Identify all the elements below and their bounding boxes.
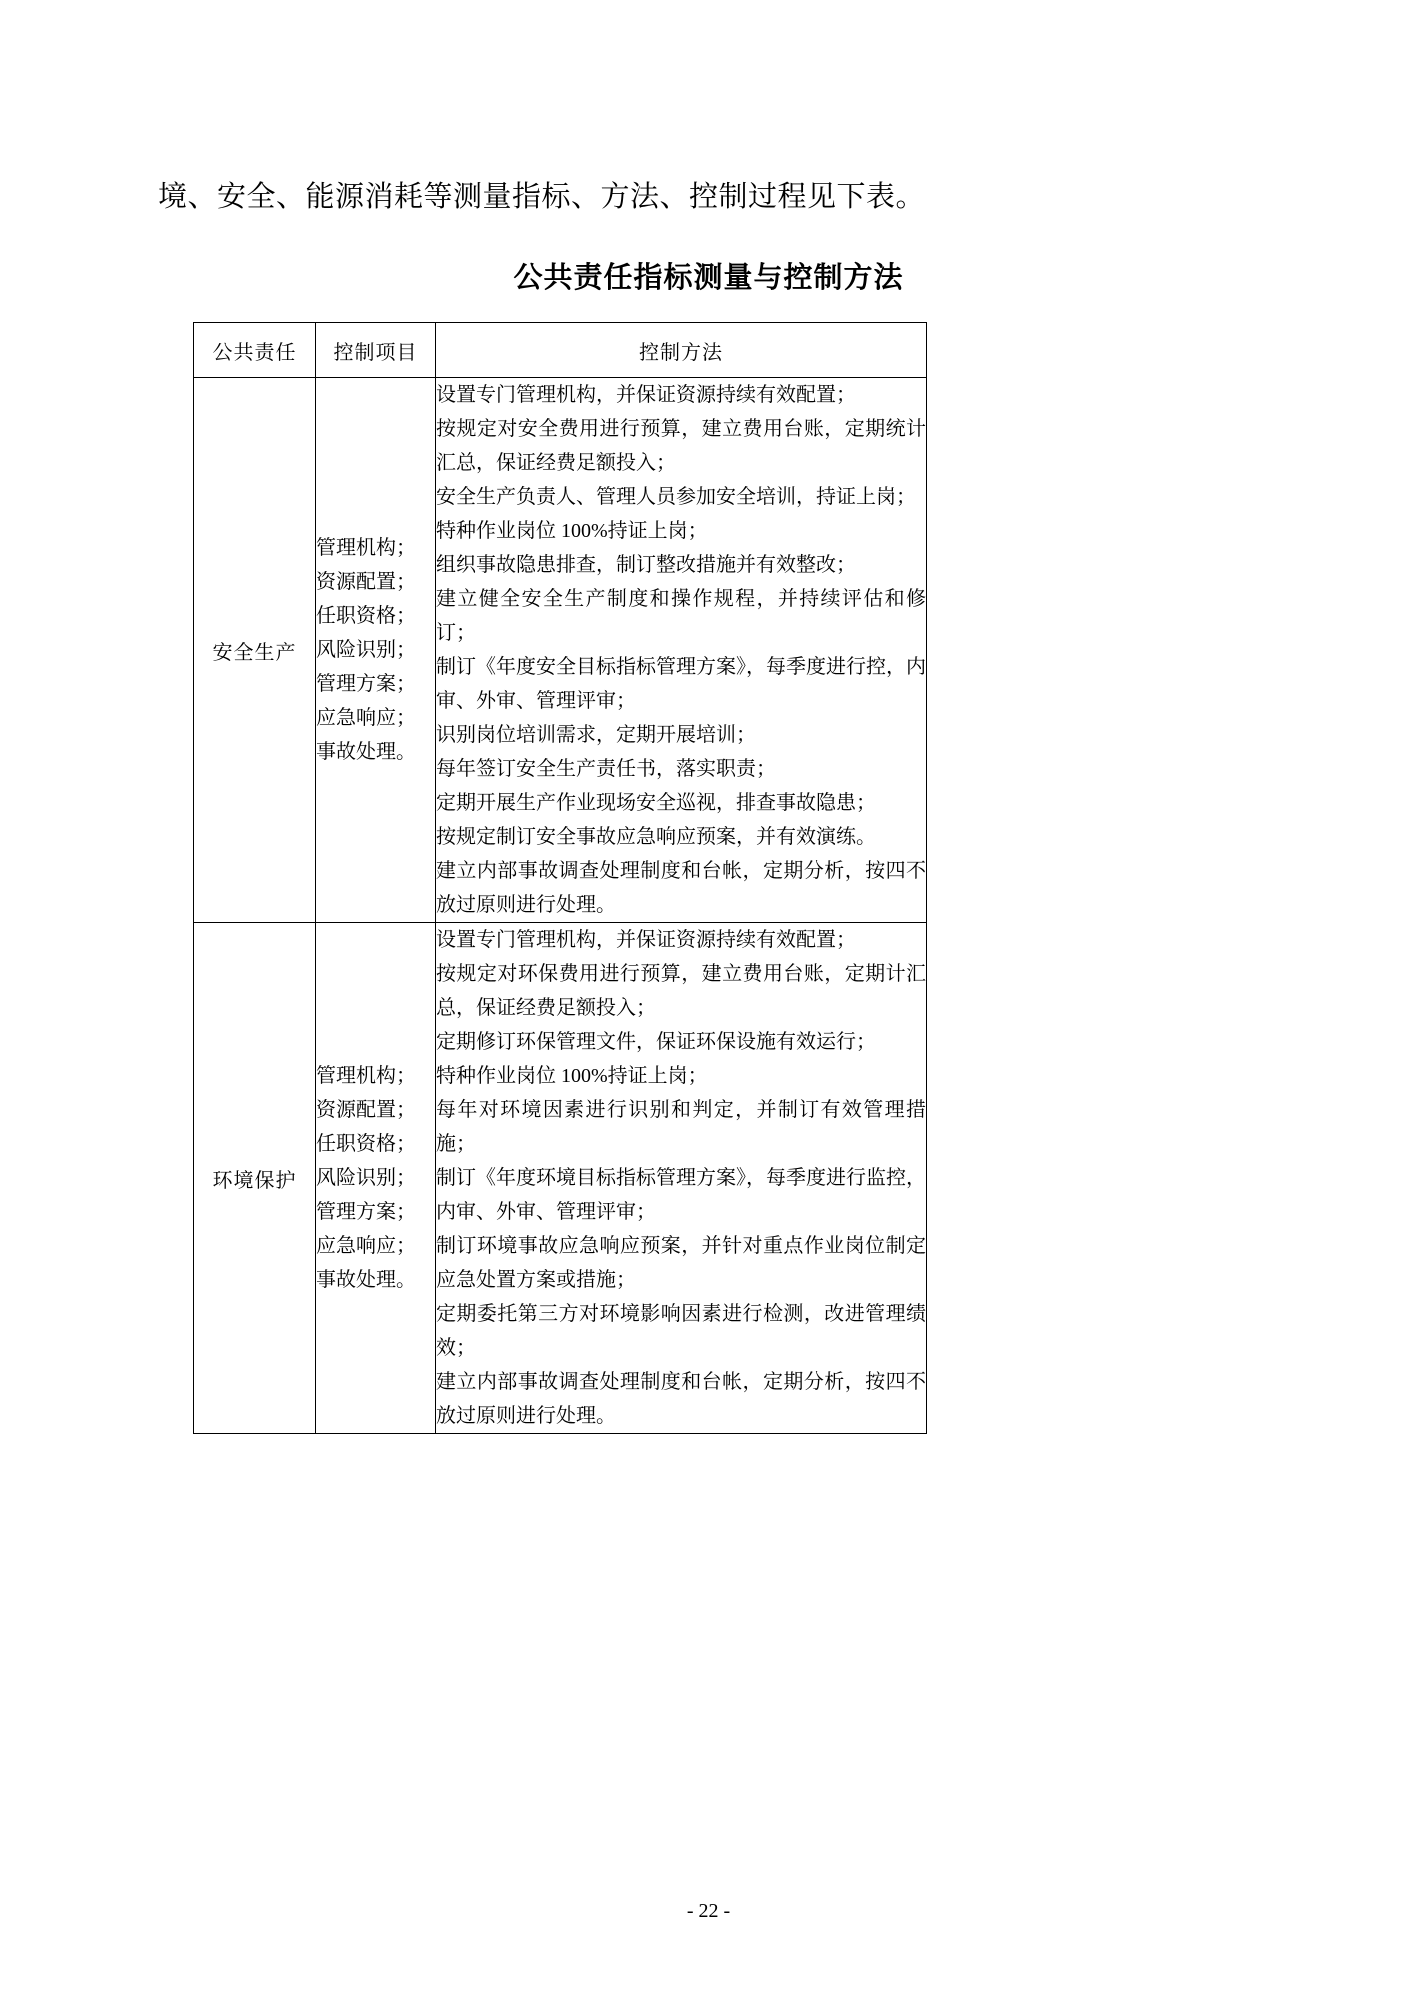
text-line: 每年对环境因素进行识别和判定，并制订有效管理措施；	[436, 1099, 926, 1155]
text-line: 按规定对安全费用进行预算，建立费用台账，定期统计汇总，保证经费足额投入；	[436, 418, 926, 474]
cell-control-items	[316, 378, 436, 923]
text-line: 资源配置；	[316, 1099, 416, 1121]
text-line: 特种作业岗位 100%持证上岗；	[436, 1065, 708, 1087]
text-line: 每年签订安全生产责任书，落实职责；	[436, 758, 776, 780]
table-title: 公共责任指标测量与控制方法	[513, 262, 904, 294]
cell-control-methods	[436, 378, 927, 923]
text-line: 安全生产负责人、管理人员参加安全培训，持证上岗；	[436, 486, 916, 508]
text-line: 建立健全安全生产制度和操作规程，并持续评估和修订；	[436, 588, 926, 644]
table-body	[194, 378, 927, 1434]
table-row	[194, 378, 927, 923]
text-line: 管理机构；	[316, 537, 416, 559]
text-line: 事故处理。	[316, 741, 416, 763]
text-line: 资源配置；	[316, 571, 416, 593]
text-line: 风险识别；	[316, 639, 416, 661]
text-line: 制订《年度环境目标指标管理方案》，每季度进行监控，内审、外审、管理评审；	[436, 1167, 926, 1223]
text-line: 建立内部事故调查处理制度和台帐，定期分析，按四不放过原则进行处理。	[436, 1371, 926, 1427]
text-line: 按规定对环保费用进行预算，建立费用台账，定期计汇总，保证经费足额投入；	[436, 963, 926, 1019]
text-line: 任职资格；	[316, 1133, 416, 1155]
text-line: 设置专门管理机构，并保证资源持续有效配置；	[436, 929, 856, 951]
cell-control-methods	[436, 923, 927, 1434]
page-number: - 22 -	[686, 1900, 731, 1922]
text-line: 定期修订环保管理文件，保证环保设施有效运行；	[436, 1031, 876, 1053]
text-line: 制订环境事故应急响应预案，并针对重点作业岗位制定应急处置方案或措施；	[436, 1235, 926, 1291]
text-line: 定期委托第三方对环境影响因素进行检测，改进管理绩效；	[436, 1303, 926, 1359]
table-header-row	[194, 323, 927, 378]
header-control-item: 控制项目	[316, 323, 436, 378]
intro-paragraph: 境、安全、能源消耗等测量指标、方法、控制过程见下表。	[158, 181, 926, 213]
text-line: 应急响应；	[316, 1235, 416, 1257]
text-line: 应急响应；	[316, 707, 416, 729]
public-responsibility-table	[193, 322, 927, 1434]
header-responsibility: 公共责任	[194, 323, 316, 378]
text-line: 特种作业岗位 100%持证上岗；	[436, 520, 708, 542]
text-line: 设置专门管理机构，并保证资源持续有效配置；	[436, 384, 856, 406]
table-row	[194, 923, 927, 1434]
text-line: 事故处理。	[316, 1269, 416, 1291]
text-line: 管理方案；	[316, 1201, 416, 1223]
header-control-method: 控制方法	[436, 323, 927, 378]
cell-responsibility: 环境保护	[194, 923, 316, 1434]
text-line: 管理方案；	[316, 673, 416, 695]
text-line: 制订《年度安全目标指标管理方案》，每季度进行控，内审、外审、管理评审；	[436, 656, 926, 712]
cell-control-items	[316, 923, 436, 1434]
text-line: 组织事故隐患排查，制订整改措施并有效整改；	[436, 554, 856, 576]
text-line: 任职资格；	[316, 605, 416, 627]
cell-responsibility: 安全生产	[194, 378, 316, 923]
text-line: 识别岗位培训需求，定期开展培训；	[436, 724, 756, 746]
text-line: 定期开展生产作业现场安全巡视，排查事故隐患；	[436, 792, 876, 814]
text-line: 风险识别；	[316, 1167, 416, 1189]
text-line: 管理机构；	[316, 1065, 416, 1087]
text-line: 建立内部事故调查处理制度和台帐，定期分析，按四不放过原则进行处理。	[436, 860, 926, 916]
text-line: 按规定制订安全事故应急响应预案，并有效演练。	[436, 826, 876, 848]
